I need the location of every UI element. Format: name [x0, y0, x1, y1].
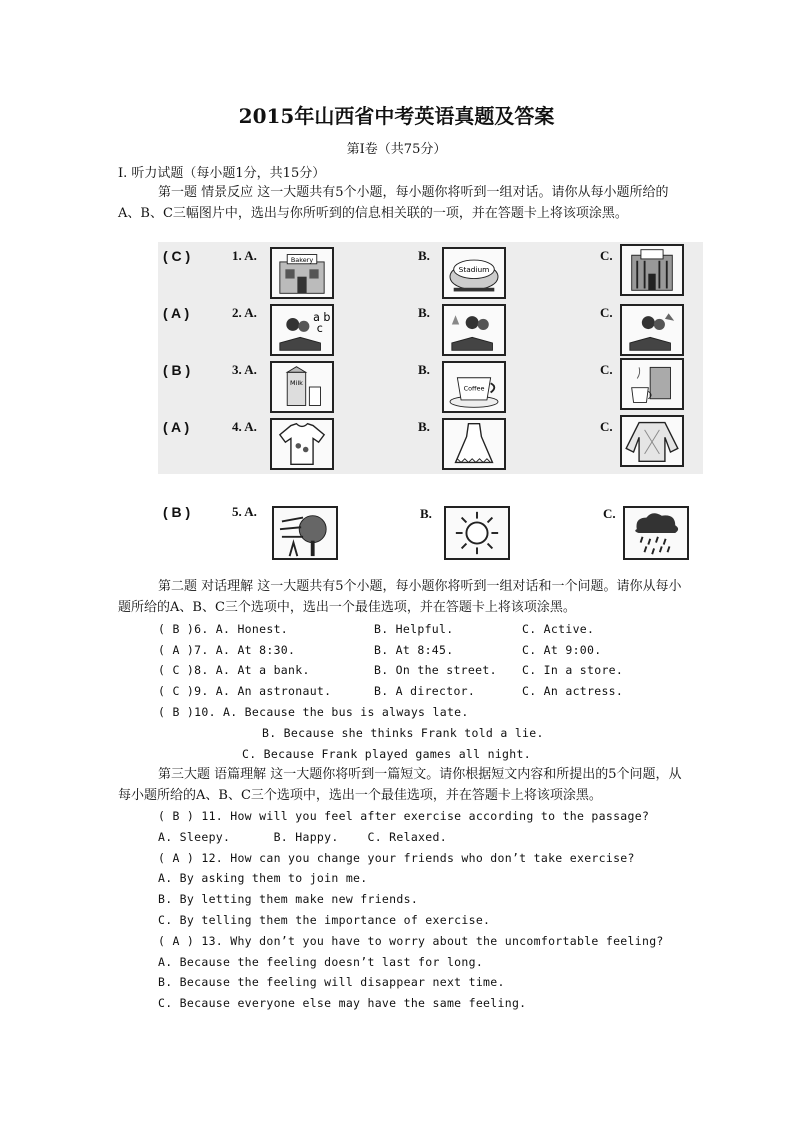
reading-art-icon — [620, 304, 684, 356]
question-6: ( B )6. A. Honest. — [158, 622, 289, 636]
page-title: 2015年山西省中考英语真题及答案 — [238, 104, 555, 128]
sweater-icon — [620, 415, 684, 467]
section-heading: I. 听力试题（每小题1分，共15分） — [118, 166, 326, 181]
question-12: ( A ) 12. How can you change your friends who don’t take exercise? — [158, 851, 635, 865]
option-c-label: C. — [600, 305, 613, 320]
option-b-label: B. — [418, 305, 430, 320]
answer-4: ( A ) — [163, 419, 190, 435]
question-9: ( C )9. A. An astronaut. — [158, 684, 332, 698]
coffee-cup-icon — [442, 361, 506, 413]
question-12-option-c: C. By telling them the importance of exercise. — [158, 913, 491, 927]
milk-label: Milk — [290, 379, 303, 388]
option-c-label: C. — [603, 506, 616, 521]
question-9-option-c: C. An actress. — [522, 684, 624, 698]
question-10-option-b: B. Because she thinks Frank told a lie. — [262, 726, 544, 740]
windy-icon — [272, 506, 338, 560]
question-7: ( A )7. A. At 8:30. — [158, 643, 296, 657]
stadium-icon — [442, 247, 506, 299]
answer-3: ( B ) — [163, 362, 191, 378]
question-13: ( A ) 13. Why don’t you have to worry about the uncomfortable feeling? — [158, 934, 664, 948]
option-c-label: C. — [600, 419, 613, 434]
question-13-option-a: A. Because the feeling doesn’t last for long. — [158, 955, 484, 969]
option-b-label: B. — [418, 248, 430, 263]
question-13-option-c: C. Because everyone else may have the same feeling. — [158, 996, 527, 1010]
bakery-sign: Bakery — [290, 255, 314, 264]
option-c-label: C. — [600, 362, 613, 377]
question-7-option-b: B. At 8:45. — [374, 643, 454, 657]
part3-intro: 第三大题 语篇理解 这一大题你将听到一篇短文。请你根据短文内容和所提出的5个问题，从每小题所给的A、B、C三个选项中，选出一个最佳选项，并在答题卡上将该项涂黑。 — [118, 767, 682, 803]
part2-intro: 第二题 对话理解 这一大题共有5个小题，每小题你将听到一组对话和一个问题。请你从每小题所给的A、B、C三个选项中，选出一个最佳选项，并在答题卡上将该项涂黑。 — [118, 579, 682, 615]
svg-text:a b: a b — [313, 310, 331, 324]
t-shirt-icon — [270, 418, 334, 470]
question-8-option-c: C. In a store. — [522, 663, 624, 677]
part1-intro: 第一题 情景反应 这一大题共有5个小题，每小题你将听到一组对话。请你从每小题所给的A、B、C三幅图片中，选出与你所听到的信息相关联的一项，并在答题卡上将该项涂黑。 — [118, 185, 669, 221]
sunny-icon — [444, 506, 510, 560]
question-10: ( B )10. A. Because the bus is always late. — [158, 705, 469, 719]
question-4-num: 4. A. — [232, 419, 257, 434]
question-6-option-c: C. Active. — [522, 622, 595, 636]
question-9-option-b: B. A director. — [374, 684, 476, 698]
reading-science-icon — [442, 304, 506, 356]
answer-1: ( C ) — [163, 248, 191, 264]
question-11: ( B ) 11. How will you feel after exercise according to the passage? — [158, 809, 650, 823]
question-2-num: 2. A. — [232, 305, 257, 320]
option-c-label: C. — [600, 248, 613, 263]
dress-icon — [442, 418, 506, 470]
question-12-option-b: B. By letting them make new friends. — [158, 892, 419, 906]
option-b-label: B. — [418, 362, 430, 377]
stadium-sign: Stadium — [458, 265, 490, 275]
option-b-label: B. — [418, 419, 430, 434]
question-8: ( C )8. A. At a bank. — [158, 663, 310, 677]
question-11-options: A. Sleepy. B. Happy. C. Relaxed. — [158, 830, 447, 844]
bakery-icon — [270, 247, 334, 299]
volume-heading: 第I卷（共75分） — [346, 142, 447, 157]
question-8-option-b: B. On the street. — [374, 663, 497, 677]
rainy-icon — [623, 506, 689, 560]
question-10-option-c: C. Because Frank played games all night. — [242, 747, 531, 761]
answer-2: ( A ) — [163, 305, 190, 321]
question-13-option-b: B. Because the feeling will disappear next time. — [158, 975, 505, 989]
cinema-icon — [620, 244, 684, 296]
question-7-option-c: C. At 9:00. — [522, 643, 602, 657]
reading-english-icon — [270, 304, 334, 356]
question-6-option-b: B. Helpful. — [374, 622, 454, 636]
question-3-num: 3. A. — [232, 362, 257, 377]
tea-icon — [620, 358, 684, 410]
question-12-option-a: A. By asking them to join me. — [158, 871, 368, 885]
option-b-label: B. — [420, 506, 432, 521]
svg-text:c: c — [316, 321, 323, 335]
coffee-label: Coffee — [463, 384, 485, 393]
answer-5: ( B ) — [163, 504, 191, 520]
question-1-num: 1. A. — [232, 248, 257, 263]
milk-icon — [270, 361, 334, 413]
question-5-num: 5. A. — [232, 504, 257, 519]
